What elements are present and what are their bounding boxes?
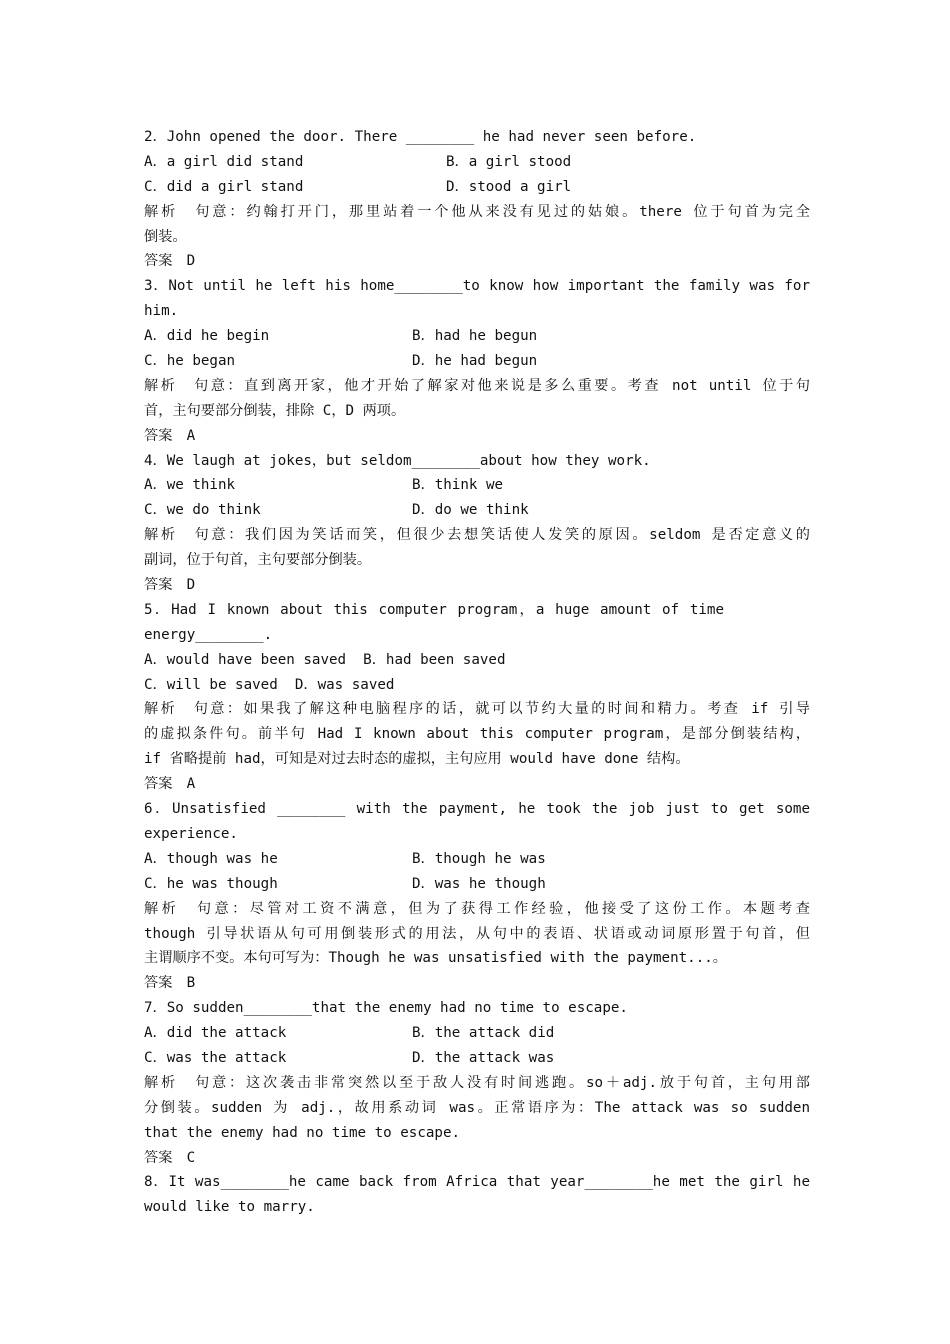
option-b: B．think we <box>412 477 504 494</box>
options-row <box>144 498 810 523</box>
option-c: C．he began <box>144 353 236 370</box>
question-stem: him. <box>144 303 179 320</box>
option-a: A．did the attack <box>144 1025 287 1042</box>
question-5 <box>144 598 810 797</box>
options-row <box>144 1046 810 1071</box>
options-row <box>144 175 810 200</box>
options-row <box>144 847 810 872</box>
analysis-line: 主谓顺序不变。本句可写为：Though he was unsatisfied with the payment...。 <box>144 950 727 967</box>
analysis-line: though 引导状语从句可用倒装形式的用法，从句中的表语、状语或动词原形置于句首，但 <box>144 925 810 942</box>
answer-line: 答案 D <box>144 577 196 594</box>
options-row <box>144 150 810 175</box>
analysis-line: 首，主句要部分倒装，排除 C，D 两项。 <box>144 402 406 419</box>
option-c: C．he was though <box>144 875 278 892</box>
analysis-line: if 省略提前 had，可知是对过去时态的虚拟，主句应用 would have done 结构。 <box>144 751 690 768</box>
analysis-line: that the enemy had no time to escape. <box>144 1124 461 1141</box>
question-8 <box>144 1170 810 1220</box>
answer-line: 答案 D <box>144 253 196 270</box>
answer-line: 答案 C <box>144 1149 196 1166</box>
analysis-line: 解析 句意：如果我了解这种电脑程序的话，就可以节约大量的时间和精力。考查 if 引导 <box>144 701 810 718</box>
question-stem: 8．It was________he came back from Africa that year________he met the girl he <box>144 1174 810 1191</box>
answer-line: 答案 B <box>144 975 196 992</box>
options-line: A．would have been saved B．had been saved <box>144 651 506 668</box>
options-row <box>144 324 810 349</box>
option-a: A．did he begin <box>144 328 270 345</box>
answer-line: 答案 A <box>144 776 196 793</box>
question-stem: 6．Unsatisfied ________ with the payment, he took the job just to get some <box>144 801 810 818</box>
question-stem: 3．Not until he left his home________to know how important the family was for <box>144 278 810 295</box>
option-a: A．we think <box>144 477 236 494</box>
question-3 <box>144 274 810 448</box>
answer-line: 答案 A <box>144 427 196 444</box>
option-d: D．stood a girl <box>446 178 572 195</box>
analysis-line: 倒装。 <box>144 228 187 245</box>
option-b: B．though he was <box>412 850 546 867</box>
question-2 <box>144 125 810 274</box>
option-b: B．a girl stood <box>446 153 572 170</box>
question-7 <box>144 996 810 1170</box>
option-a: A．though was he <box>144 850 278 867</box>
options-row <box>144 473 810 498</box>
question-stem: 2．John opened the door. There ________ he had never seen before. <box>144 129 697 145</box>
option-a: A．a girl did stand <box>144 153 304 170</box>
question-6 <box>144 797 810 996</box>
analysis-line: 分倒装。sudden 为 adj.，故用系动词 was。正常语序为：The attack was so sudden <box>144 1099 810 1116</box>
document-page <box>144 125 810 1220</box>
options-row <box>144 1021 810 1046</box>
option-d: D．the attack was <box>412 1049 555 1066</box>
analysis-line: 副词，位于句首，主句要部分倒装。 <box>144 552 372 569</box>
option-d: D．do we think <box>412 502 529 519</box>
option-d: D．he had begun <box>412 353 538 370</box>
option-c: C．we do think <box>144 502 261 519</box>
question-stem: would like to marry. <box>144 1199 315 1216</box>
question-stem: 5．Had I known about this computer program，a huge amount of time <box>144 601 724 618</box>
analysis-line: 解析 句意：这次袭击非常突然以至于敌人没有时间逃跑。so＋adj.放于句首，主句用部 <box>144 1074 810 1091</box>
analysis-line: 解析 句意：我们因为笑话而笑，但很少去想笑话使人发笑的原因。seldom 是否定意义的 <box>144 527 810 544</box>
question-stem: 7．So sudden________that the enemy had no time to escape. <box>144 1000 628 1017</box>
question-stem: energy________. <box>144 626 273 643</box>
analysis-line: 解析 句意：直到离开家，他才开始了解家对他来说是多么重要。考查 not until 位于句 <box>144 377 810 394</box>
option-b: B．had he begun <box>412 328 538 345</box>
option-d: D．was he though <box>412 875 546 892</box>
question-stem: experience. <box>144 825 238 842</box>
question-stem: 4．We laugh at jokes，but seldom________about how they work. <box>144 452 651 469</box>
analysis-line: 解析 句意：约翰打开门，那里站着一个他从来没有见过的姑娘。there 位于句首为完全 <box>144 203 810 220</box>
option-c: C．was the attack <box>144 1049 287 1066</box>
options-row <box>144 872 810 897</box>
analysis-line: 的虚拟条件句。前半句 Had I known about this computer program，是部分倒装结构， <box>144 726 810 743</box>
options-line: C．will be saved D．was saved <box>144 676 395 693</box>
options-row <box>144 349 810 374</box>
analysis-line: 解析 句意：尽管对工资不满意，但为了获得工作经验，他接受了这份工作。本题考查 <box>144 900 810 917</box>
question-4 <box>144 449 810 598</box>
option-c: C．did a girl stand <box>144 178 304 195</box>
option-b: B．the attack did <box>412 1025 555 1042</box>
